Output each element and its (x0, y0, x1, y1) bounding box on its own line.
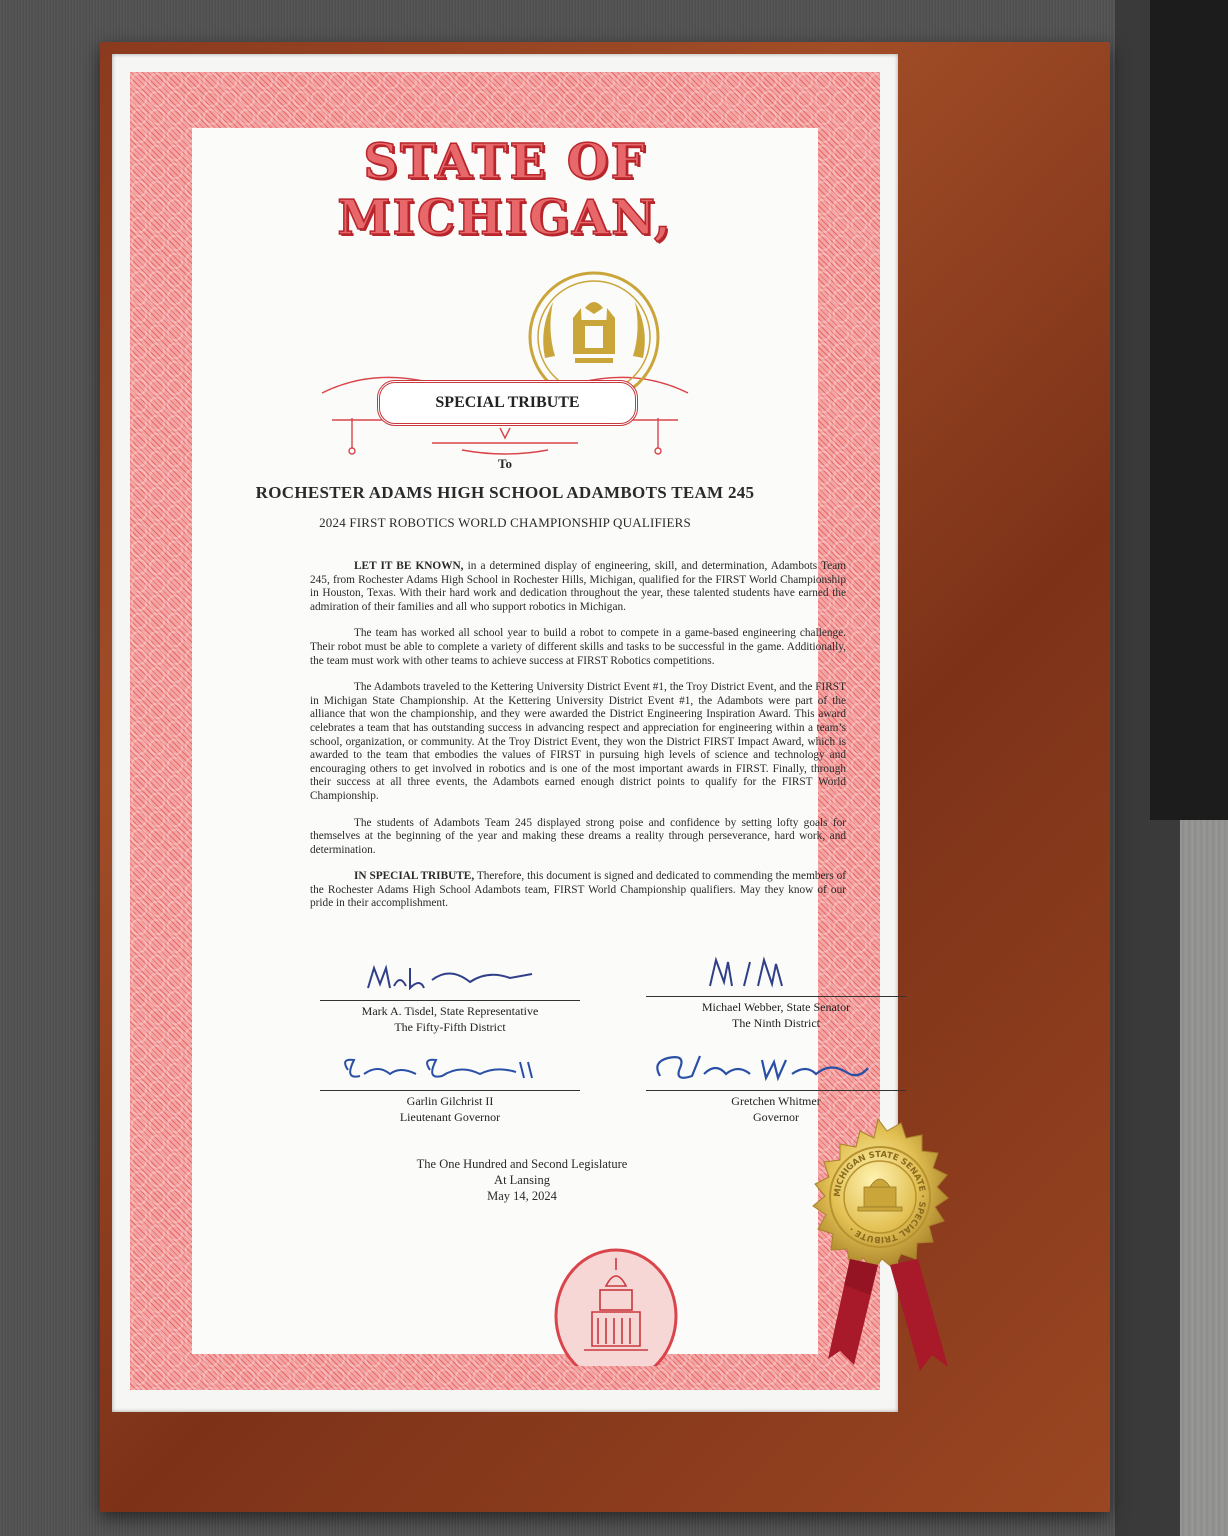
to-label: To (498, 456, 512, 471)
signer-3-name: Garlin Gilchrist II (406, 1094, 494, 1108)
signature-block-representative (320, 960, 580, 1035)
paragraph-2: The team has worked all school year to build a robot to compete in a game-based engineering challenge. Their robot must be able to complete a variety of different skills and tasks to be successful in the game. Additionally, the team must work with other teams to achieve success at FIRST Robotics competitions. (310, 627, 846, 667)
desk-shadow (1150, 0, 1228, 820)
paragraph-1-text: in a determined display of engineering, skill, and determination, Adambots Team 245, from Rochester Adams High School in Rochester Hills, Michigan, qualified for the FIRST World Championship in Houston, Texas. With their hard work and dedication throughout the year, these talented students have earned the admiration of their families and all who support robotics in Michigan. (310, 560, 846, 613)
paragraph-5-lead: IN SPECIAL TRIBUTE, (354, 870, 475, 883)
paragraph-5-text: Therefore, this document is signed and dedicated to commending the members of the Rochester Adams High School Adambots team, FIRST World Championship qualifiers. May they know of our pride in their accomplishment. (310, 870, 846, 910)
signer-2-title: The Ninth District (732, 1016, 820, 1030)
paragraph-3: The Adambots traveled to the Kettering University District Event #1, the Troy District Event, and the FIRST in Michigan State Championship. At the Kettering University District Event #1, the Adambots were part of the alliance that won the championship, and they were awarded the District Engineering Inspiration Award. This award celebrates a team that has outstanding success in advancing respect and appreciation for engineering within a team’s school, organization, or community. At the Troy District Event, they won the District FIRST Impact Award, which is awarded to the team that embodies the values of FIRST in pursuing high levels of science and technology and encouraging others to get involved in robotics and is one of the most important awards in FIRST. Finally, through their success at all three events, the Adambots earned enough district points to qualify for the FIRST World Championship. (310, 681, 846, 802)
signer-1-title: The Fifty-Fifth District (394, 1020, 506, 1034)
signer-4-title: Governor (753, 1110, 799, 1124)
certificate-paper (192, 128, 851, 1354)
special-tribute-banner (377, 380, 638, 426)
signer-2-name: Michael Webber, State Senator (701, 1000, 851, 1014)
paragraph-1-lead: LET IT BE KNOWN, (354, 560, 464, 572)
state-title: STATE OF MICHIGAN, (337, 134, 673, 246)
signer-1-name: Mark A. Tisdel, State Representative (361, 1004, 539, 1018)
signature-mark-gilchrist (320, 1050, 580, 1086)
capitol-dome-icon (554, 1246, 678, 1366)
body-paragraphs (310, 560, 846, 911)
signature-mark-webber (646, 956, 906, 992)
legislature-name: The One Hundred and Second Legislature (416, 1157, 628, 1171)
recipient-subtitle: 2024 FIRST ROBOTICS WORLD CHAMPIONSHIP QUALIFIERS (319, 515, 691, 530)
signature-block-governor (646, 1050, 906, 1125)
signer-4-name: Gretchen Whitmer (731, 1094, 821, 1108)
paragraph-1 (310, 560, 846, 614)
special-tribute-label: SPECIAL TRIBUTE (435, 394, 580, 411)
paragraph-4: The students of Adambots Team 245 displayed strong poise and confidence by setting lofty goals for themselves at the beginning of the year and making these dreams a reality through perseverance, hard work, and determination. (310, 816, 846, 856)
gold-seal-ring-text: MICHIGAN STATE SENATE · SPECIAL TRIBUTE · (832, 1149, 928, 1245)
desk-surface (1180, 820, 1228, 1536)
signer-3-title: Lieutenant Governor (399, 1110, 501, 1124)
signature-mark-tisdel (320, 960, 580, 996)
signature-block-senator (646, 956, 906, 1031)
signature-block-lt-governor (320, 1050, 580, 1125)
legislature-place: At Lansing (494, 1173, 550, 1187)
recipient-name: ROCHESTER ADAMS HIGH SCHOOL ADAMBOTS TEAM 245 (255, 483, 755, 502)
legislature-date: May 14, 2024 (487, 1189, 557, 1203)
paragraph-5 (310, 870, 846, 911)
red-ribbon (820, 1255, 960, 1395)
legislature-footer (402, 1156, 642, 1204)
signature-mark-whitmer (646, 1050, 906, 1086)
